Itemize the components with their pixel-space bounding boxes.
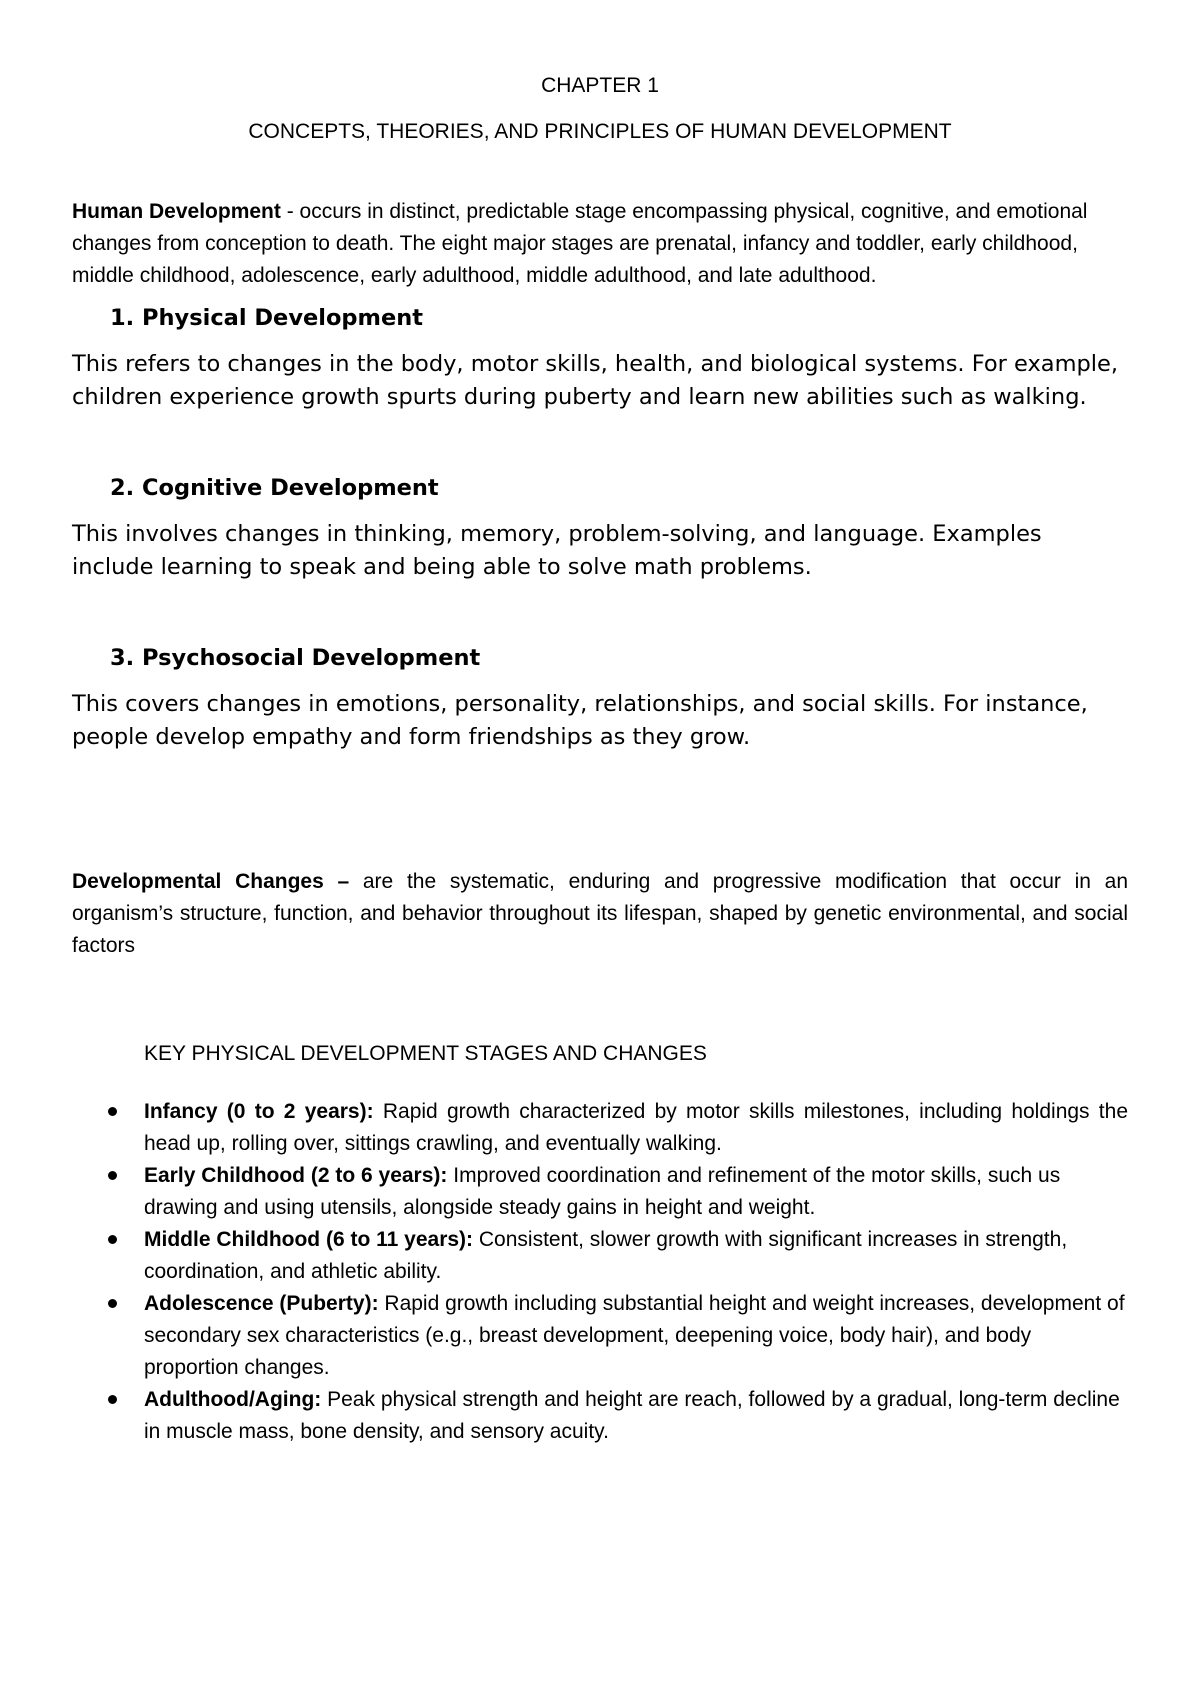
stage-label: Adolescence (Puberty):	[144, 1292, 379, 1315]
key-stages-title: KEY PHYSICAL DEVELOPMENT STAGES AND CHANGES	[144, 1042, 707, 1065]
section-heading: 2. Cognitive Development	[110, 475, 439, 501]
stage-text: Consistent, slower growth with significant increases in strength, coordination, and athletic ability.	[144, 1228, 1068, 1283]
chapter-label: CHAPTER 1	[541, 74, 659, 97]
stage-text: Improved coordination and refinement of the motor skills, such us drawing and using utensils, alongside steady gains in height and weight.	[144, 1164, 1061, 1219]
list-item	[144, 1288, 1128, 1384]
developmental-changes-term: Developmental Changes –	[72, 870, 350, 893]
bullet-icon	[108, 1299, 117, 1308]
human-development-term: Human Development	[72, 200, 281, 223]
key-stages-list	[72, 1096, 1128, 1448]
list-item	[144, 1384, 1128, 1448]
chapter-title: CONCEPTS, THEORIES, AND PRINCIPLES OF HUMAN DEVELOPMENT	[248, 120, 952, 143]
stage-text: Rapid growth including substantial height and weight increases, development of secondary sex characteristics (e.g., breast development, deepening voice, body hair), and body proportion changes.	[144, 1292, 1125, 1379]
developmental-changes-text: are the systematic, enduring and progressive modification that occur in an organism’s structure, function, and behavior throughout its lifespan, shaped by genetic environmental, and social factors	[72, 870, 1128, 957]
bullet-icon	[108, 1235, 117, 1244]
list-item	[144, 1224, 1128, 1288]
bullet-icon	[108, 1107, 117, 1116]
stage-label: Middle Childhood (6 to 11 years):	[144, 1228, 474, 1251]
stage-label: Infancy (0 to 2 years):	[144, 1100, 374, 1123]
list-item	[144, 1160, 1128, 1224]
human-development-definition	[72, 196, 1128, 292]
section-heading: 1. Physical Development	[110, 305, 424, 331]
section-cognitive-development	[72, 472, 1128, 584]
stage-text: Rapid growth characterized by motor skills milestones, including holdings the head up, rolling over, sittings crawling, and eventually walking.	[144, 1100, 1128, 1155]
section-psychosocial-development	[72, 642, 1128, 754]
bullet-icon	[108, 1395, 117, 1404]
section-heading: 3. Psychosocial Development	[110, 645, 481, 671]
list-item	[144, 1096, 1128, 1160]
section-body: This covers changes in emotions, personality, relationships, and social skills. For instance, people develop empathy and form friendships as they grow.	[72, 691, 1088, 750]
stage-label: Adulthood/Aging:	[144, 1388, 322, 1411]
section-body: This refers to changes in the body, motor skills, health, and biological systems. For example, children experience growth spurts during puberty and learn new abilities such as walking.	[72, 351, 1119, 410]
stage-text: Peak physical strength and height are reach, followed by a gradual, long-term decline in muscle mass, bone density, and sensory acuity.	[144, 1388, 1120, 1443]
developmental-changes-definition	[72, 866, 1128, 962]
section-body: This involves changes in thinking, memory, problem-solving, and language. Examples include learning to speak and being able to solve math problems.	[72, 521, 1042, 580]
bullet-icon	[108, 1171, 117, 1180]
stage-label: Early Childhood (2 to 6 years):	[144, 1164, 448, 1187]
human-development-text: - occurs in distinct, predictable stage encompassing physical, cognitive, and emotional changes from conception to death. The eight major stages are prenatal, infancy and toddler, early childhood, middle childhood, adolescence, early adulthood, middle adulthood, and late adulthood.	[72, 200, 1088, 287]
section-physical-development	[72, 302, 1128, 414]
